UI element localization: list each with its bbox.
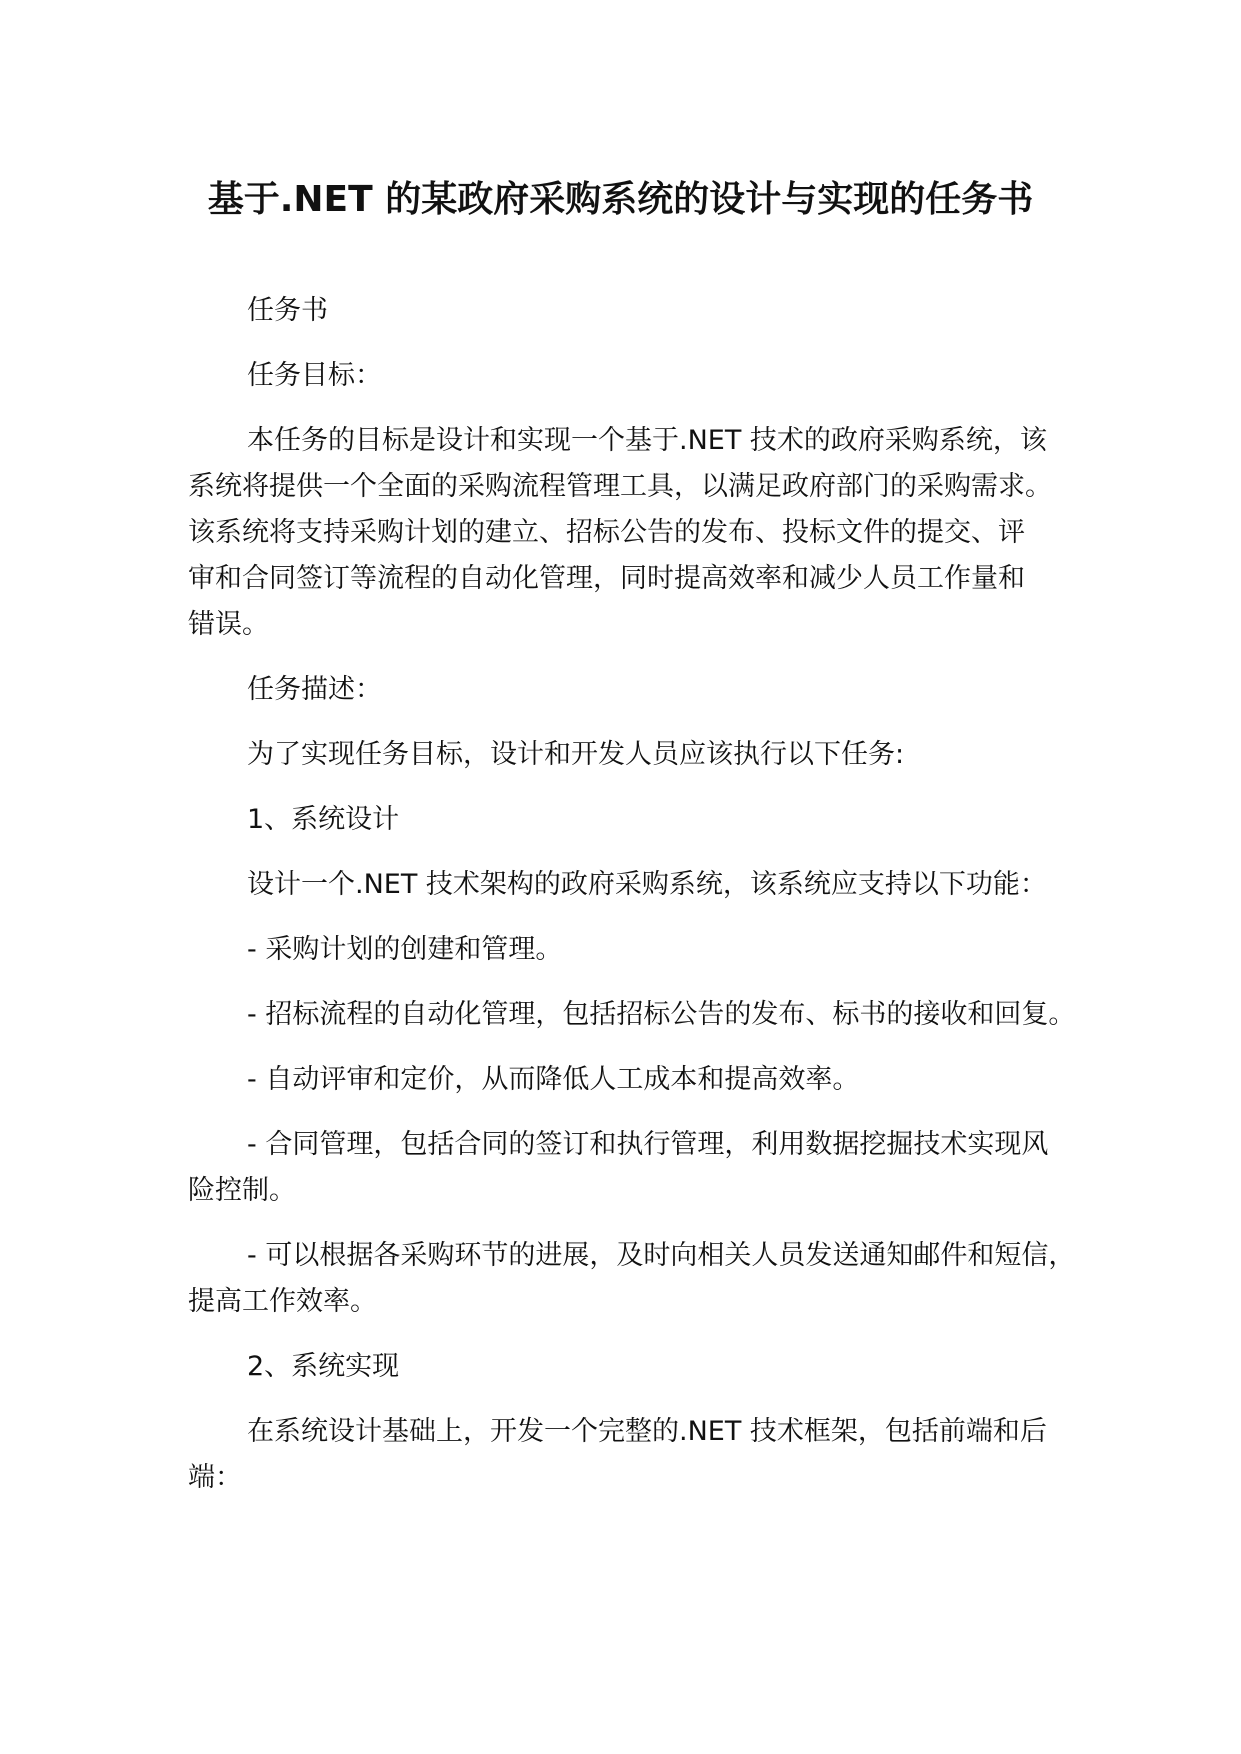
document-title: 基于.NET 的某政府采购系统的设计与实现的任务书 bbox=[207, 179, 1034, 220]
paragraph-line: 设计一个.NET 技术架构的政府采购系统，该系统应支持以下功能： bbox=[247, 869, 1047, 900]
list-item: - 合同管理，包括合同的签订和执行管理，利用数据挖掘技术实现风 bbox=[247, 1129, 1049, 1160]
paragraph-line: 该系统将支持采购计划的建立、招标公告的发布、投标文件的提交、评 bbox=[188, 517, 1025, 548]
paragraph-line: 本任务的目标是设计和实现一个基于.NET 技术的政府采购系统，该 bbox=[247, 425, 1047, 456]
list-item: - 采购计划的创建和管理。 bbox=[247, 934, 563, 965]
list-item-continuation: 提高工作效率。 bbox=[188, 1286, 377, 1317]
paragraph-line: 端： bbox=[188, 1462, 242, 1493]
list-item: - 自动评审和定价，从而降低人工成本和提高效率。 bbox=[247, 1064, 860, 1095]
paragraph-line: 审和合同签订等流程的自动化管理，同时提高效率和减少人员工作量和 bbox=[188, 563, 1025, 594]
paragraph-line: 为了实现任务目标，设计和开发人员应该执行以下任务: bbox=[247, 739, 905, 770]
list-item: - 可以根据各采购环节的进展，及时向相关人员发送通知邮件和短信， bbox=[247, 1240, 1076, 1271]
list-item-continuation: 险控制。 bbox=[188, 1175, 296, 1206]
paragraph-line: 错误。 bbox=[188, 609, 269, 640]
paragraph-line: 在系统设计基础上，开发一个完整的.NET 技术框架，包括前端和后 bbox=[247, 1416, 1047, 1447]
section-heading: 任务书 bbox=[247, 295, 328, 326]
paragraph-line: 系统将提供一个全面的采购流程管理工具，以满足政府部门的采购需求。 bbox=[188, 471, 1052, 502]
section-heading: 任务目标： bbox=[247, 360, 382, 391]
section-heading: 1、系统设计 bbox=[247, 804, 400, 835]
list-item: - 招标流程的自动化管理，包括招标公告的发布、标书的接收和回复。 bbox=[247, 999, 1076, 1030]
section-heading: 任务描述： bbox=[247, 674, 382, 705]
section-heading: 2、系统实现 bbox=[247, 1351, 400, 1382]
